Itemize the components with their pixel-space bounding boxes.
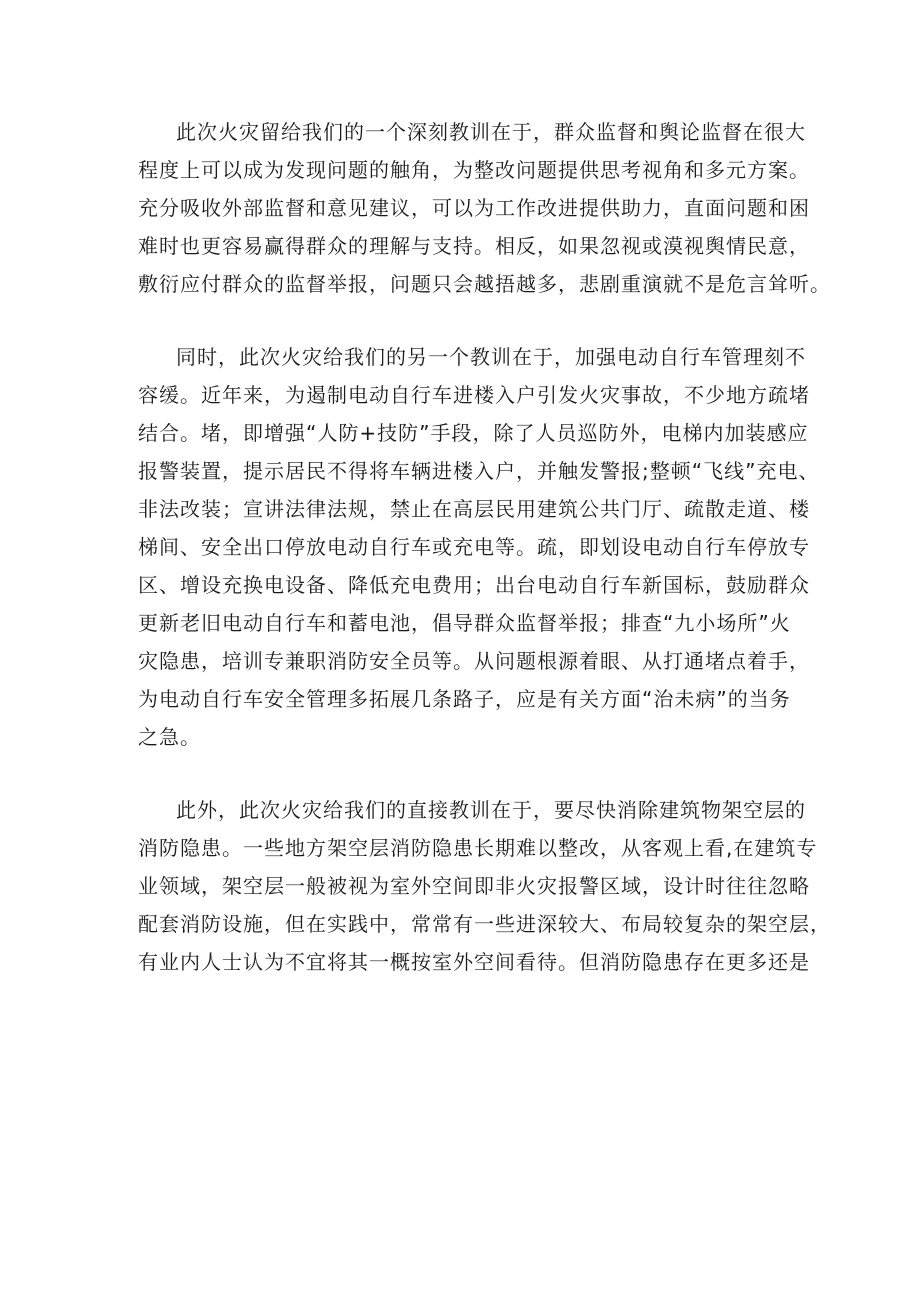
text-line: 此外，此次火灾给我们的直接教训在于，要尽快消除建筑物架空层的 <box>176 798 806 822</box>
text-line: 充分吸收外部监督和意见建议，可以为工作改进提供助力，直面问题和困 <box>138 196 810 220</box>
paragraph-2 <box>138 338 820 756</box>
text-line: 为电动自行车安全管理多拓展几条路子，应是有关方面“治未病”的当务 <box>138 687 791 711</box>
text-line: 梯间、安全出口停放电动自行车或充电等。疏，即划设电动自行车停放专 <box>138 535 810 559</box>
document-body <box>138 113 831 981</box>
text-line: 结合。堵，即增强“人防+技防”手段，除了人员巡防外，电梯内加装感应 <box>138 421 809 445</box>
text-line: 容缓。近年来，为遏制电动自行车进楼入户引发火灾事故，不少地方疏堵 <box>138 383 810 407</box>
text-line: 之急。 <box>138 725 201 749</box>
text-line: 敷衍应付群众的监督举报，问题只会越捂越多，悲剧重演就不是危言耸听。 <box>138 272 831 296</box>
text-line: 灾隐患，培训专兼职消防安全员等。从问题根源着眼、从打通堵点着手， <box>138 649 810 673</box>
text-line: 难时也更容易赢得群众的理解与支持。相反，如果忽视或漠视舆情民意， <box>138 234 810 258</box>
text-line: 消防隐患。一些地方架空层消防隐患长期难以整改，从客观上看,在建筑专 <box>138 836 818 860</box>
text-line: 配套消防设施，但在实践中，常常有一些进深较大、布局较复杂的架空层， <box>138 912 831 936</box>
text-line: 更新老旧电动自行车和蓄电池，倡导群众监督举报；排查“九小场所”火 <box>138 611 791 635</box>
text-line: 有业内人士认为不宜将其一概按室外空间看待。但消防隐患存在更多还是 <box>138 950 810 974</box>
text-line: 此次火灾留给我们的一个深刻教训在于，群众监督和舆论监督在很大 <box>176 120 806 144</box>
text-line: 同时，此次火灾给我们的另一个教训在于，加强电动自行车管理刻不 <box>176 345 806 369</box>
paragraph-1 <box>138 113 831 303</box>
paragraph-3 <box>138 791 831 981</box>
text-line: 程度上可以成为发现问题的触角，为整改问题提供思考视角和多元方案。 <box>138 158 810 182</box>
text-line: 非法改装；宣讲法律法规，禁止在高层民用建筑公共门厅、疏散走道、楼 <box>138 497 810 521</box>
text-line: 报警装置，提示居民不得将车辆进楼入户，并触发警报;整顿“飞线”充电、 <box>138 459 820 483</box>
text-line: 区、增设充换电设备、降低充电费用；出台电动自行车新国标，鼓励群众 <box>138 573 810 597</box>
text-line: 业领域，架空层一般被视为室外空间即非火灾报警区域，设计时往往忽略 <box>138 874 810 898</box>
